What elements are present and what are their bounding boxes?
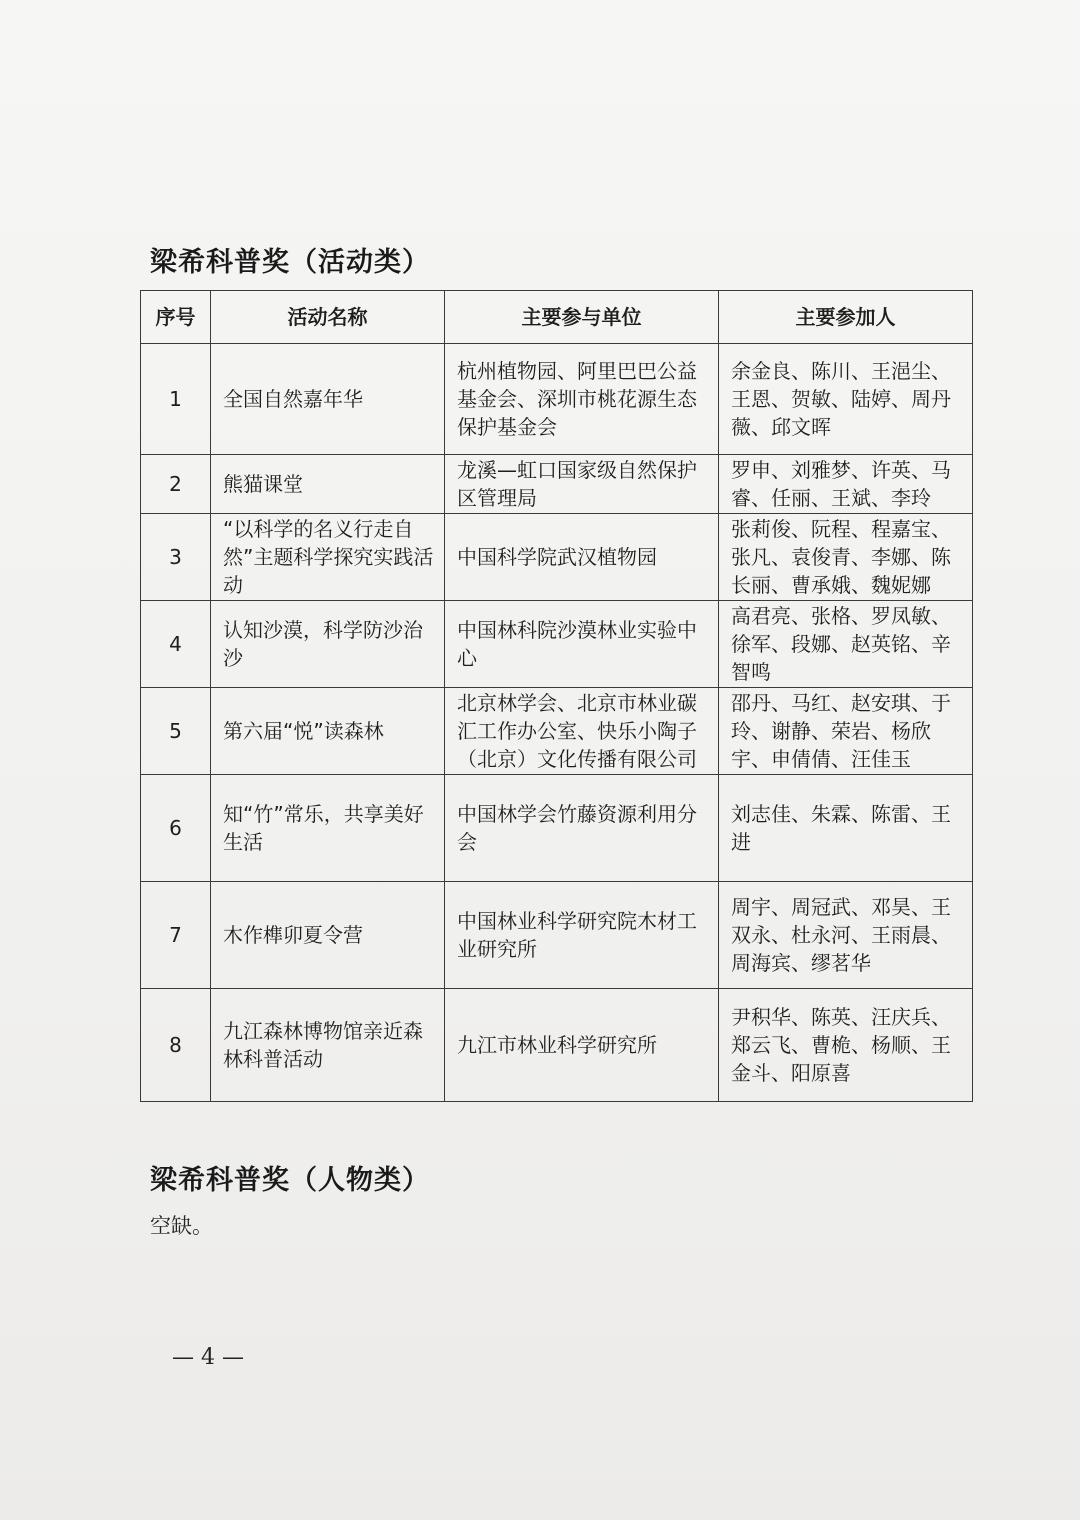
table-row xyxy=(141,601,973,688)
header-main-unit: 主要参与单位 xyxy=(445,291,719,344)
cell-main-unit: 中国林科院沙漠林业实验中心 xyxy=(445,601,719,688)
cell-main-unit: 中国科学院武汉植物园 xyxy=(445,514,719,601)
cell-activity-name: 全国自然嘉年华 xyxy=(211,344,445,455)
cell-no: 3 xyxy=(141,514,211,601)
cell-main-people: 邵丹、马红、赵安琪、于玲、谢静、荣岩、杨欣宇、申倩倩、汪佳玉 xyxy=(719,688,973,775)
table-row xyxy=(141,455,973,514)
cell-main-people: 尹积华、陈英、汪庆兵、郑云飞、曹桅、杨顺、王金斗、阳原喜 xyxy=(719,989,973,1102)
cell-main-people: 余金良、陈川、王浥尘、王恩、贺敏、陆婷、周丹薇、邱文晖 xyxy=(719,344,973,455)
cell-main-unit: 九江市林业科学研究所 xyxy=(445,989,719,1102)
section-title-person: 梁希科普奖（人物类） xyxy=(150,1165,430,1196)
table-row xyxy=(141,882,973,989)
cell-main-unit: 中国林学会竹藤资源利用分会 xyxy=(445,775,719,882)
award-table xyxy=(140,290,973,1102)
cell-main-people: 高君亮、张格、罗凤敏、徐军、段娜、赵英铭、辛智鸣 xyxy=(719,601,973,688)
cell-activity-name: 知“竹”常乐，共享美好生活 xyxy=(211,775,445,882)
cell-main-people: 罗申、刘雅梦、许英、马睿、任丽、王斌、李玲 xyxy=(719,455,973,514)
header-main-people: 主要参加人 xyxy=(719,291,973,344)
cell-no: 8 xyxy=(141,989,211,1102)
cell-no: 6 xyxy=(141,775,211,882)
cell-main-unit: 龙溪—虹口国家级自然保护区管理局 xyxy=(445,455,719,514)
cell-main-unit: 杭州植物园、阿里巴巴公益基金会、深圳市桃花源生态保护基金会 xyxy=(445,344,719,455)
cell-activity-name: 熊猫课堂 xyxy=(211,455,445,514)
cell-activity-name: 第六届“悦”读森林 xyxy=(211,688,445,775)
cell-activity-name: 木作榫卯夏令营 xyxy=(211,882,445,989)
cell-no: 2 xyxy=(141,455,211,514)
cell-no: 4 xyxy=(141,601,211,688)
table-row xyxy=(141,989,973,1102)
cell-main-unit: 北京林学会、北京市林业碳汇工作办公室、快乐小陶子（北京）文化传播有限公司 xyxy=(445,688,719,775)
cell-main-people: 周宇、周冠武、邓昊、王双永、杜永河、王雨晨、周海宾、缪茗华 xyxy=(719,882,973,989)
cell-no: 5 xyxy=(141,688,211,775)
table-row xyxy=(141,514,973,601)
table-row xyxy=(141,344,973,455)
cell-main-people: 张莉俊、阮程、程嘉宝、张凡、袁俊青、李娜、陈长丽、曹承娥、魏妮娜 xyxy=(719,514,973,601)
section-title-activity: 梁希科普奖（活动类） xyxy=(150,247,430,278)
header-activity-name: 活动名称 xyxy=(211,291,445,344)
header-no: 序号 xyxy=(141,291,211,344)
cell-activity-name: “以科学的名义行走自然”主题科学探究实践活动 xyxy=(211,514,445,601)
table-header-row xyxy=(141,291,973,344)
cell-no: 1 xyxy=(141,344,211,455)
cell-main-people: 刘志佳、朱霖、陈雷、王进 xyxy=(719,775,973,882)
table-row xyxy=(141,688,973,775)
page-number: — 4 — xyxy=(172,1345,244,1370)
person-award-content: 空缺。 xyxy=(150,1214,213,1238)
cell-activity-name: 九江森林博物馆亲近森林科普活动 xyxy=(211,989,445,1102)
cell-activity-name: 认知沙漠，科学防沙治沙 xyxy=(211,601,445,688)
cell-no: 7 xyxy=(141,882,211,989)
table-row xyxy=(141,775,973,882)
cell-main-unit: 中国林业科学研究院木材工业研究所 xyxy=(445,882,719,989)
